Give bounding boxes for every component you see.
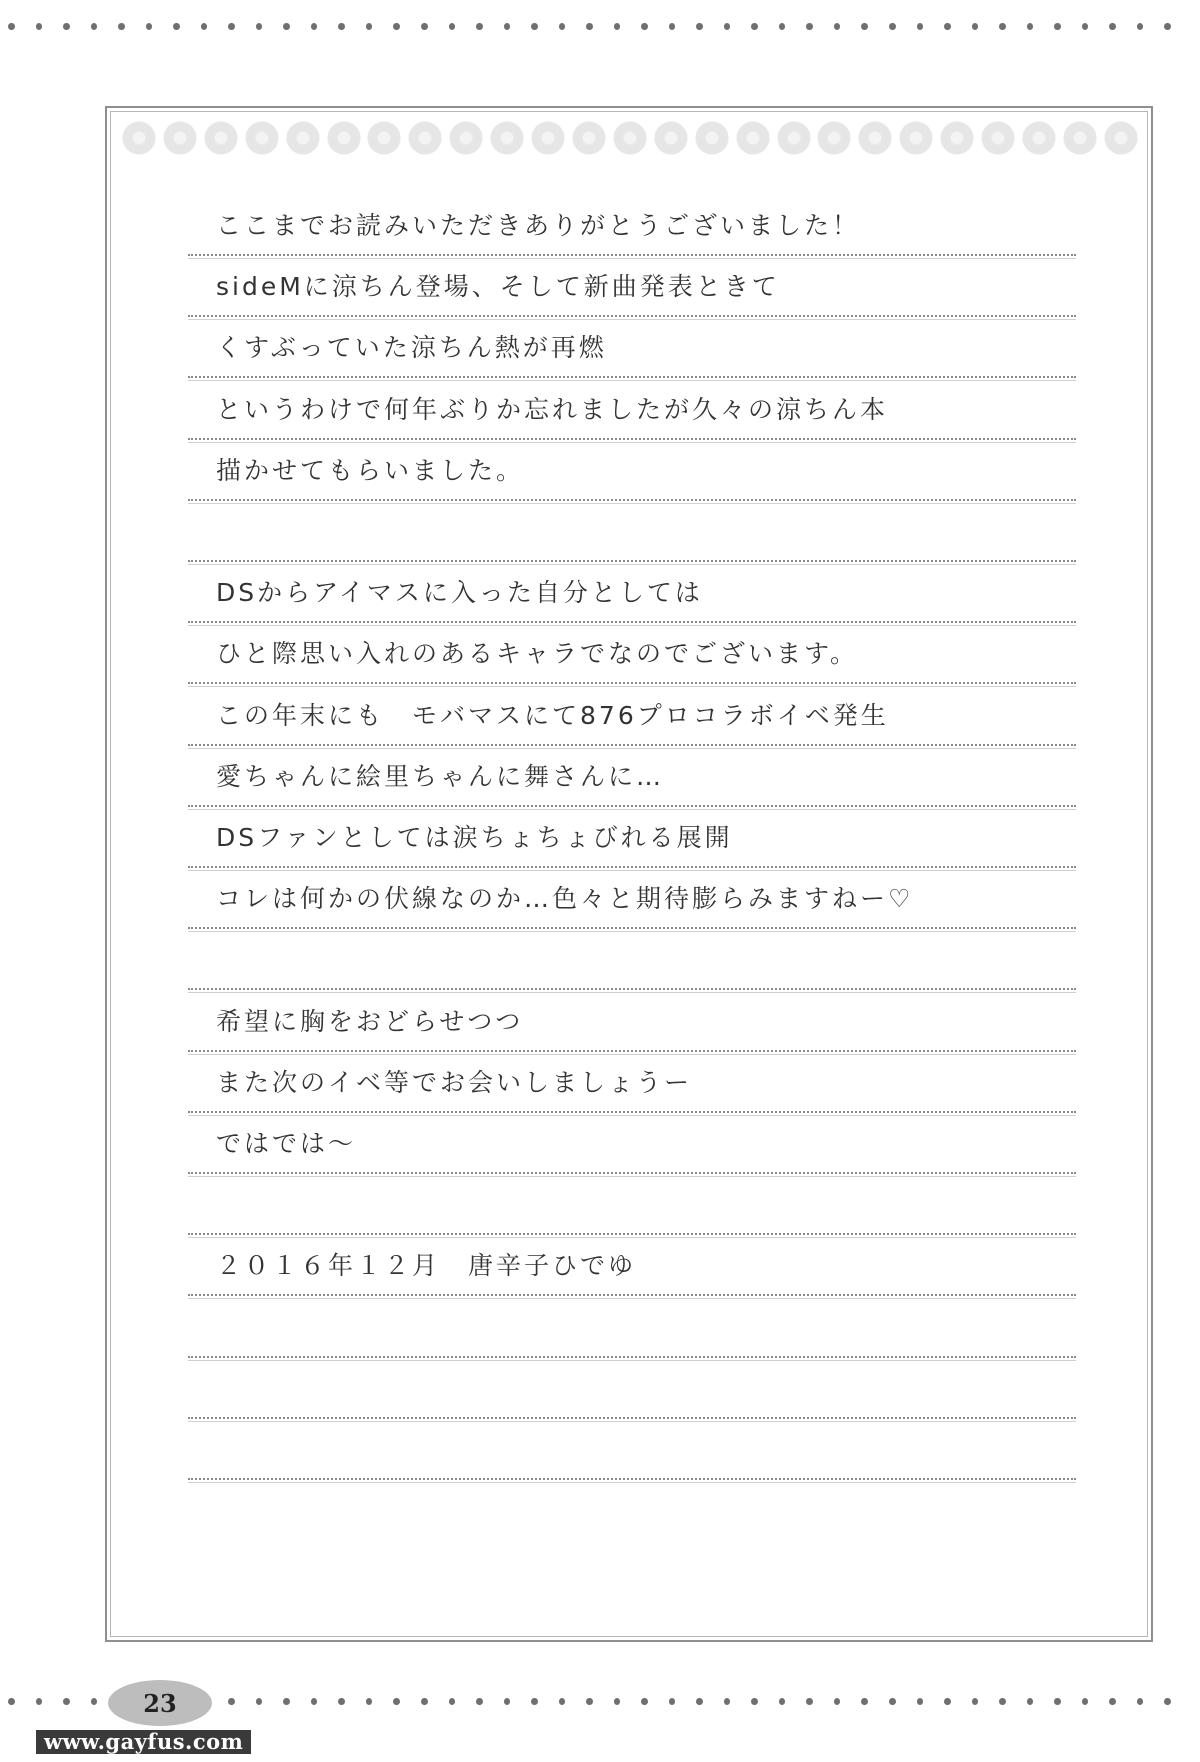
ruled-line <box>188 1478 1076 1480</box>
border-dot <box>1027 1698 1034 1705</box>
ruled-line <box>188 376 1076 378</box>
ruled-line <box>188 560 1076 562</box>
letter-line: また次のイベ等でお会いしましょうー <box>216 1068 693 1097</box>
ruled-line <box>188 1417 1076 1419</box>
border-dot <box>999 1698 1006 1705</box>
border-dot <box>861 1698 868 1705</box>
border-dot <box>1082 1698 1089 1705</box>
border-dot <box>834 1698 841 1705</box>
ruled-line <box>188 499 1076 501</box>
ruled-line <box>188 805 1076 807</box>
page-number-badge <box>108 1680 212 1726</box>
letter-line: DSファンとしては涙ちょちょびれる展開 <box>216 823 733 852</box>
border-dot <box>944 1698 951 1705</box>
border-dot <box>972 1698 979 1705</box>
border-dot <box>1054 1698 1061 1705</box>
border-dot <box>1109 1698 1116 1705</box>
ruled-line <box>188 1111 1076 1113</box>
ruled-line <box>188 1050 1076 1052</box>
page-number: 23 <box>143 1688 177 1718</box>
border-dot <box>256 1698 263 1705</box>
border-dot <box>228 1698 235 1705</box>
border-dot <box>669 1698 676 1705</box>
ruled-line <box>188 988 1076 990</box>
ruled-line <box>188 1356 1076 1358</box>
ruled-line <box>188 866 1076 868</box>
border-dot <box>8 1698 15 1705</box>
border-dot <box>366 1698 373 1705</box>
ruled-line <box>188 1172 1076 1174</box>
letter-line: コレは何かの伏線なのか…色々と期待膨らみますねー♡ <box>216 884 914 913</box>
ruled-line <box>188 1294 1076 1296</box>
border-dot <box>283 1698 290 1705</box>
border-dot <box>338 1698 345 1705</box>
letter-line: 描かせてもらいました。 <box>216 456 525 485</box>
border-dot <box>504 1698 511 1705</box>
border-dot <box>696 1698 703 1705</box>
ruled-line <box>188 315 1076 317</box>
ruled-line <box>188 1233 1076 1235</box>
border-dot <box>614 1698 621 1705</box>
ruled-line <box>188 682 1076 684</box>
border-dot <box>724 1698 731 1705</box>
letter-line: DSからアイマスに入った自分としては <box>216 578 703 607</box>
border-dot <box>751 1698 758 1705</box>
border-dot <box>586 1698 593 1705</box>
border-dot <box>91 1698 98 1705</box>
letter-line: この年末にも モバマスにて876プロコラボイベ発生 <box>216 701 889 730</box>
letter-line: ２０１６年１２月 唐辛子ひでゆ <box>216 1251 637 1280</box>
letter-line: というわけで何年ぶりか忘れましたが久々の涼ちん本 <box>216 395 889 424</box>
letter-line: ここまでお読みいただきありがとうございました！ <box>216 211 861 240</box>
border-dot <box>641 1698 648 1705</box>
border-dot <box>393 1698 400 1705</box>
border-dot <box>559 1698 566 1705</box>
border-dot <box>421 1698 428 1705</box>
ruled-line <box>188 621 1076 623</box>
border-dot <box>917 1698 924 1705</box>
ruled-line <box>188 744 1076 746</box>
border-dot <box>311 1698 318 1705</box>
ruled-line <box>188 438 1076 440</box>
letter-line: ひと際思い入れのあるキャラでなのでございます。 <box>216 639 859 668</box>
watermark: www.gayfus.com <box>36 1730 251 1754</box>
border-dot <box>779 1698 786 1705</box>
letter-line: 希望に胸をおどらせつつ <box>216 1007 524 1036</box>
letter-line: くすぶっていた涼ちん熱が再燃 <box>216 333 607 362</box>
border-dot <box>889 1698 896 1705</box>
ruled-line <box>188 254 1076 256</box>
border-dot <box>449 1698 456 1705</box>
letter-line: ではでは～ <box>216 1129 357 1158</box>
border-dot <box>36 1698 43 1705</box>
border-dot <box>476 1698 483 1705</box>
letter-line: 愛ちゃんに絵里ちゃんに舞さんに… <box>216 762 665 791</box>
ruled-line <box>188 927 1076 929</box>
border-dot <box>531 1698 538 1705</box>
border-dot <box>63 1698 70 1705</box>
letter-line: sideMに涼ちん登場、そして新曲発表ときて <box>216 272 780 301</box>
border-dot <box>806 1698 813 1705</box>
border-dot <box>1137 1698 1144 1705</box>
border-dot <box>1164 1698 1171 1705</box>
